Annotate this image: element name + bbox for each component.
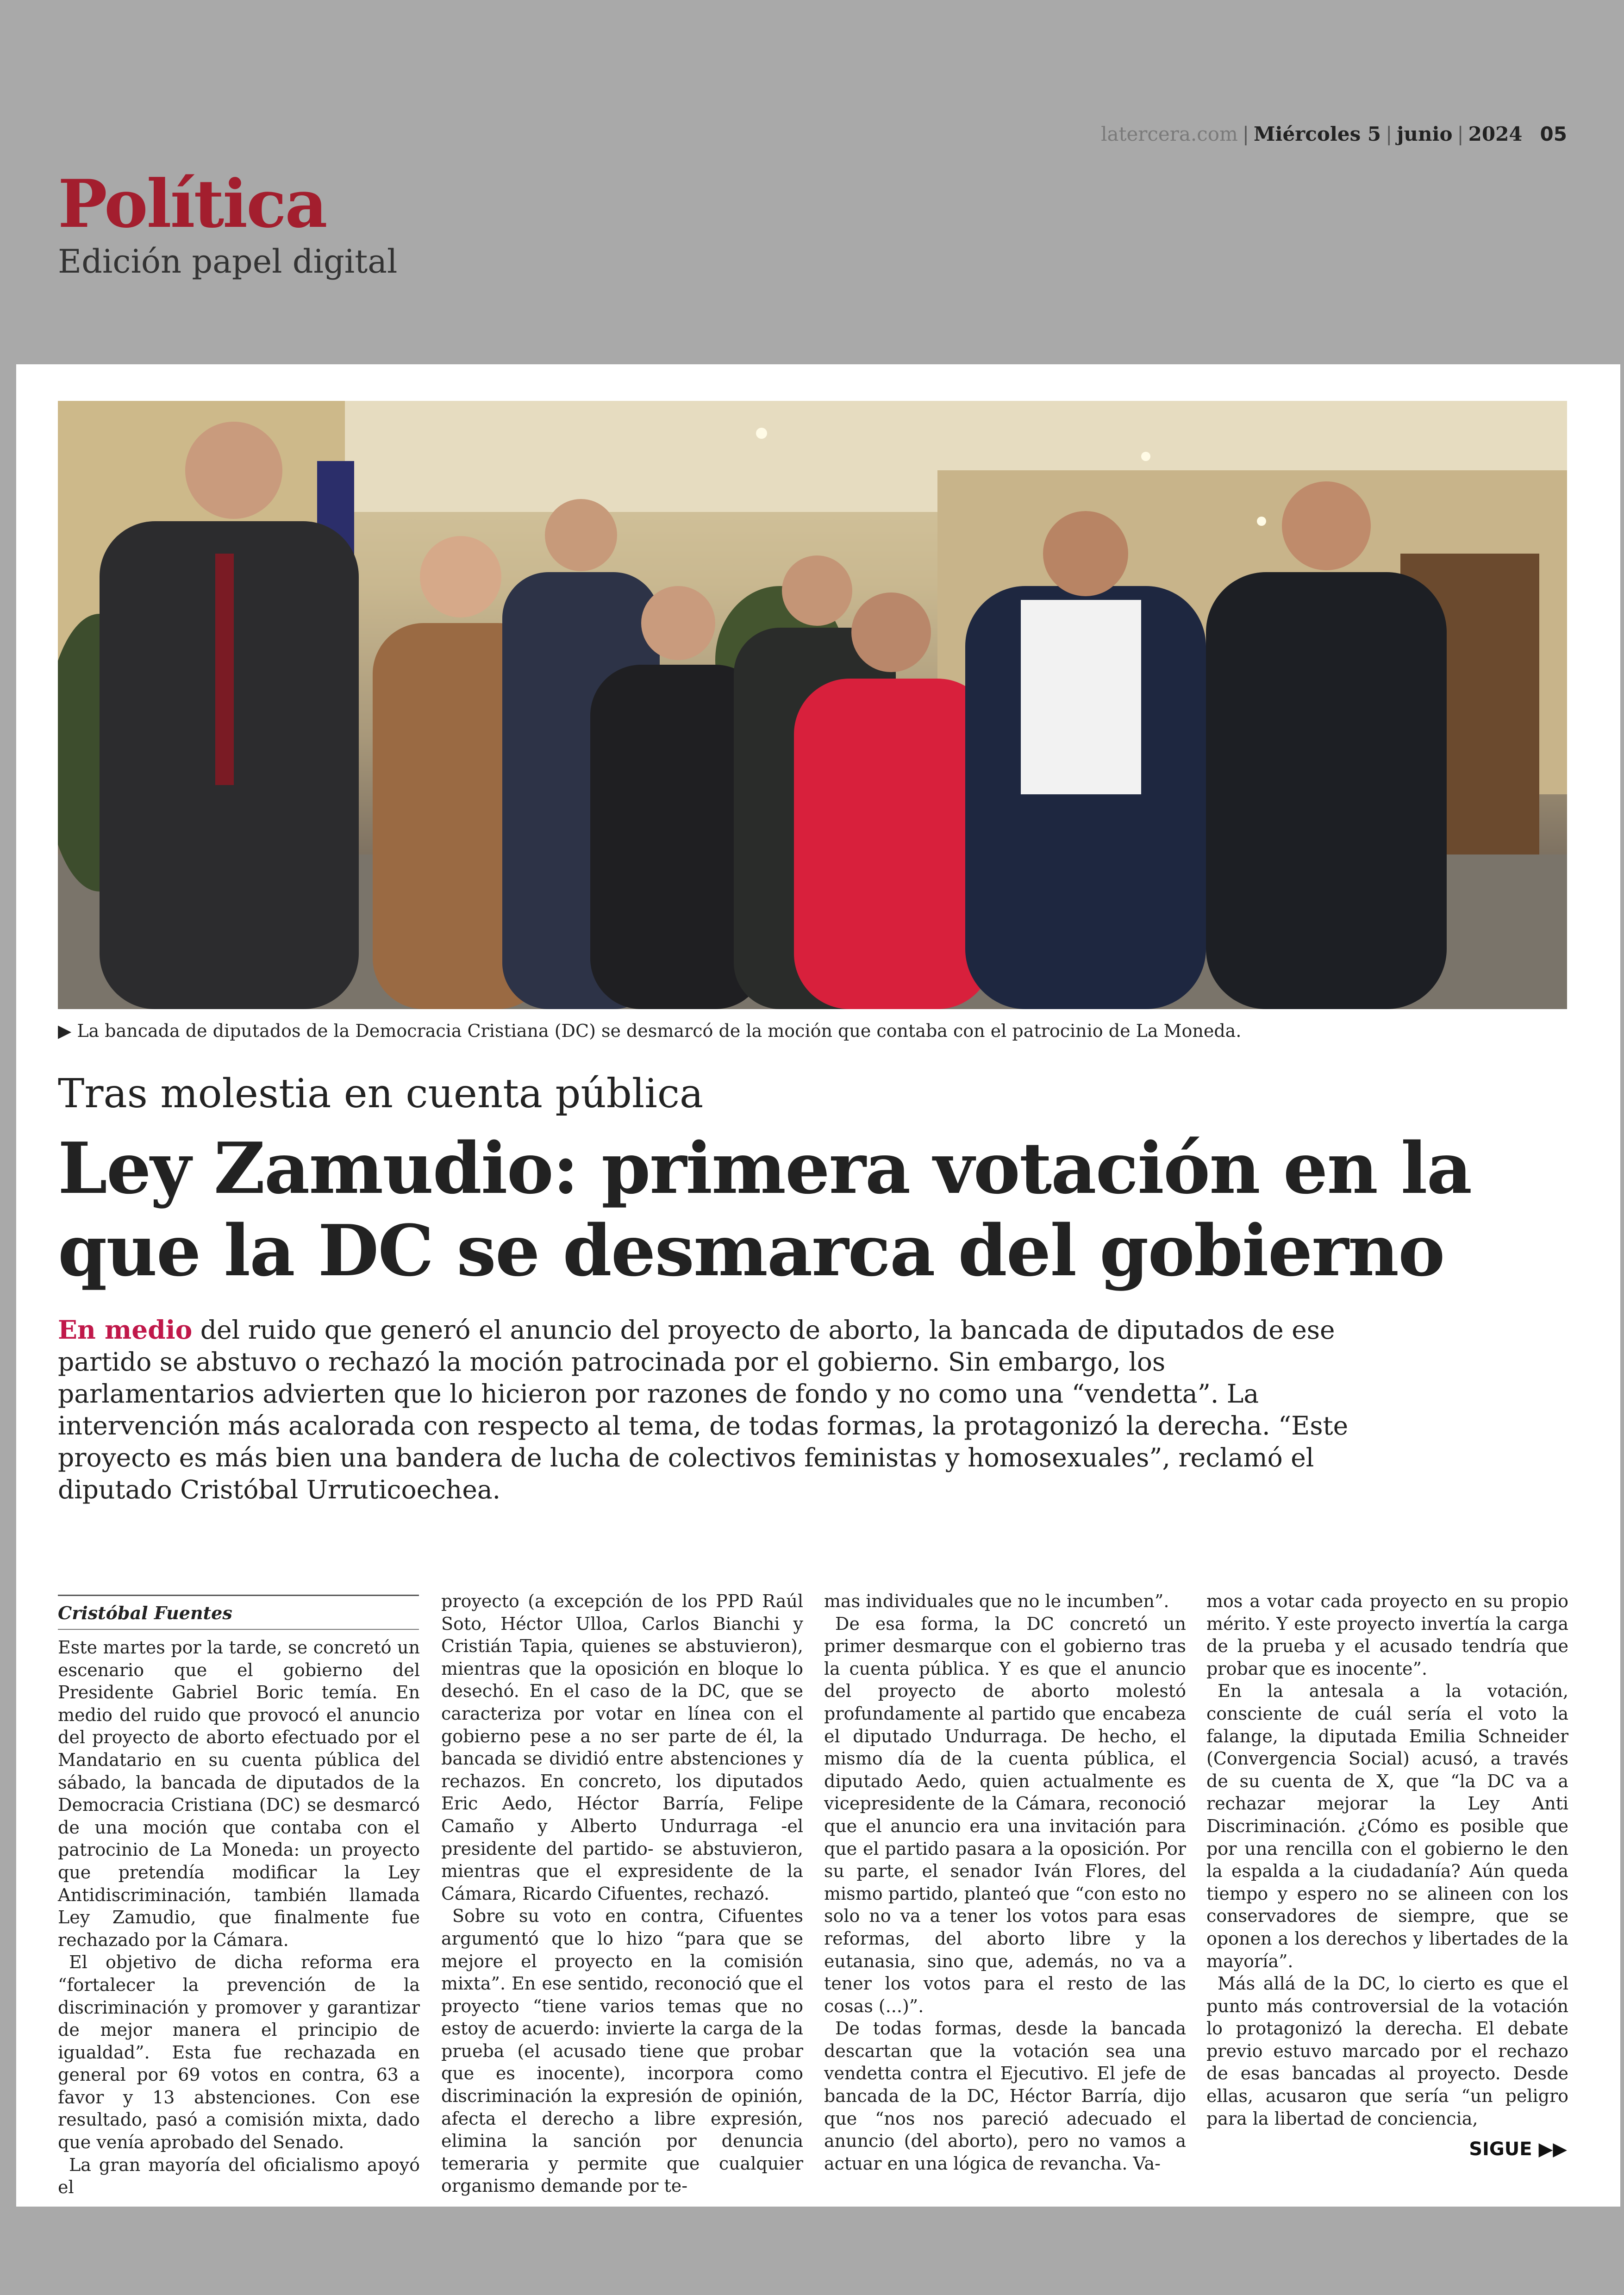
paragraph: mas individuales que no le incumben”. — [824, 1591, 1169, 1611]
paragraph: En la antesala a la votación, consciente de cuál sería el voto la falange, la diputada Emilia Schneider (Convergencia Social) acusó, a través de su cuenta de X, que “la DC va a rechazar mejorar la Ley Anti Discriminación. ¿Cómo es posible que por una rencilla con el gobierno le den la espalda a la ciudadanía? Aún queda tiempo y espero no se alineen con los conservadores de siempre, que se oponen a los derechos y libertades de la mayoría”. — [1206, 1681, 1568, 1971]
article-column-3 — [824, 1590, 1186, 2175]
section-subtitle: Edición papel digital — [58, 243, 398, 281]
year: 2024 — [1468, 123, 1523, 145]
continue-label: SIGUE — [1469, 2139, 1532, 2160]
paragraph: De todas formas, desde la bancada descartan que la votación sea una vendetta contra el Ejecutivo. El jefe de bancada de la DC, Héctor Barría, dijo que “nos nos pareció adecuado el anuncio (del aborto), pero no vamos a actuar en una lógica de revancha. Va- — [824, 2018, 1186, 2174]
weekday: Miércoles 5 — [1254, 123, 1381, 145]
byline: Cristóbal Fuentes — [58, 1595, 419, 1630]
caption-arrow-icon: ▶ — [58, 1021, 77, 1041]
photo-caption — [58, 1021, 1241, 1041]
month: junio — [1397, 123, 1453, 145]
masthead-dateline: latercera.com | Miércoles 5 | junio | 2024 05 — [1101, 123, 1567, 145]
paragraph: De esa forma, la DC concretó un primer desmarque con el gobierno tras la cuenta pública. Y es que el anuncio del proyecto de aborto molestó profundamente al partido que encabeza el diputado Undurraga. De hecho, el mismo día de la cuenta pública, el diputado Aedo, quien actualmente es vicepresidente de la Cámara, reconoció que el anuncio era una invitación para que el partido pasara a la oposición. Por su parte, el senador Iván Flores, del mismo partido, planteó que “con esto no solo no va a tener los votos para esas reformas, del aborto libre y la eutanasia, sino que, además, no va a tener los votos para el resto de las cosas (...)”. — [824, 1613, 1187, 2016]
article-column-4 — [1206, 1590, 1568, 2130]
paragraph: La gran mayoría del oficialismo apoyó el — [58, 2154, 420, 2198]
section-title: Política — [58, 166, 326, 243]
paragraph: Más allá de la DC, lo cierto es que el punto más controversial de la votación lo protagonizó la derecha. El debate previo estuvo marcado por el rechazo de esas bancadas al proyecto. Desde ellas, acusaron que sería “un peligro para la libertad de conciencia, — [1206, 1973, 1568, 2129]
article-lede — [58, 1314, 1363, 1506]
article-column-2 — [441, 1590, 803, 2197]
article-headline: Ley Zamudio: primera votación en la que la DC se desmarca del gobierno — [58, 1127, 1472, 1292]
paragraph: Sobre su voto en contra, Cifuentes argumentó que lo hizo “para que se mejore el proyecto en la comisión mixta”. En ese sentido, reconoció que el proyecto “tiene varios temas que no estoy de acuerdo: invierte la carga de la prueba (el acusado tiene que probar que es inocente), incorpora como discriminación la expresión de opinión, afecta el derecho a libre expresión, elimina la sanción por denuncia temeraria y permite que cualquier organismo demande por te- — [441, 1906, 803, 2196]
page-number: 05 — [1540, 123, 1567, 145]
group-photo — [58, 401, 1567, 1009]
paragraph: El objetivo de dicha reforma era “fortalecer la prevención de la discriminación y promover y garantizar de mejor manera el principio de igualdad”. Esta fue rechazada en general por 69 votos en contra, 63 a favor y 13 abstenciones. Con ese resultado, pasó a comisión mixta, dado que venía aprobado del Senado. — [58, 1952, 420, 2153]
article-kicker: Tras molestia en cuenta pública — [58, 1071, 704, 1117]
caption-text: La bancada de diputados de la Democracia Cristiana (DC) se desmarcó de la moción que contaba con el patrocinio de La Moneda. — [77, 1021, 1242, 1041]
lede-text: del ruido que generó el anuncio del proyecto de aborto, la bancada de diputados de ese partido se abstuvo o rechazó la moción patrocinada por el gobierno. Sin embargo, los parlamentarios advierten que lo hicieron por razones de fondo y no como una “vendetta”. La intervención más acalorada con respecto al tema, de todas formas, la protagonizó la derecha. “Este proyecto es más bien una bandera de lucha de colectivos feministas y homosexuales”, reclamó el diputado Cristóbal Urruticoechea. — [58, 1315, 1349, 1504]
article-column-1 — [58, 1636, 420, 2199]
paragraph: proyecto (a excepción de los PPD Raúl Soto, Héctor Ulloa, Carlos Bianchi y Cristián Tapia, quienes se abstuvieron), mientras que la oposición en bloque lo desechó. En el caso de la DC, que se caracteriza por votar en línea con el gobierno pese a no ser parte de él, la bancada se dividió entre abstenciones y rechazos. En concreto, los diputados Eric Aedo, Héctor Barría, Felipe Camaño y Alberto Undurraga -el presidente del partido- se abstuvieron, mientras que el expresidente de la Cámara, Ricardo Cifuentes, rechazó. — [441, 1591, 803, 1904]
site-name: latercera.com — [1101, 123, 1238, 145]
paragraph: mos a votar cada proyecto en su propio mérito. Y este proyecto invertía la carga de la prueba y el acusado tendría que probar que es inocente”. — [1206, 1591, 1568, 1679]
continue-link[interactable] — [1469, 2139, 1567, 2160]
lede-lead-in: En medio — [58, 1315, 193, 1345]
paragraph: Este martes por la tarde, se concretó un escenario que el gobierno del Presidente Gabriel Boric temía. En medio del ruido que provocó el anuncio del proyecto de aborto efectuado por el Mandatario en su cuenta pública del sábado, la bancada de diputados de la Democracia Cristiana (DC) se desmarcó de una moción que contaba con el patrocinio de La Moneda: un proyecto que pretendía modificar la Ley Antidiscriminación, también llamada Ley Zamudio, que finalmente fue rechazado por la Cámara. — [58, 1637, 420, 1950]
double-arrow-icon: ▶▶ — [1532, 2139, 1567, 2160]
